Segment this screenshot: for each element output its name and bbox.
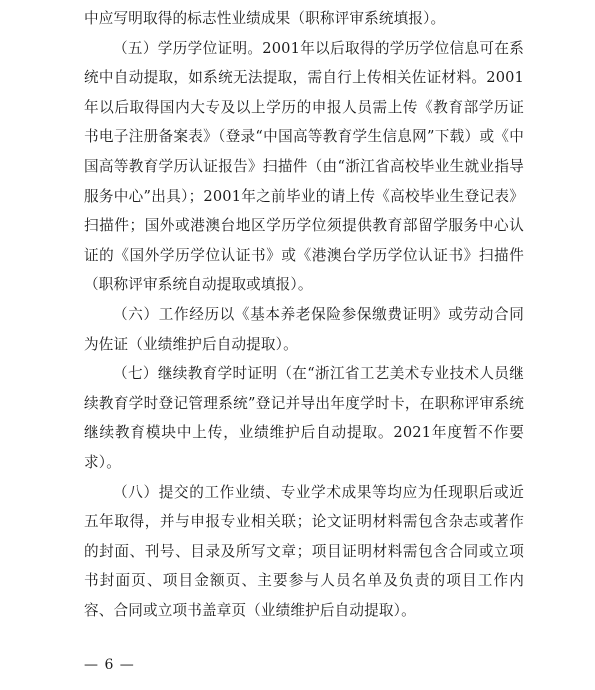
paragraph-continuing-education: （七）继续教育学时证明（在“浙江省工艺美术专业技术人员继续教育学时登记管理系统”登记并导出年度学时卡，在职称评审系统继续教育模块中上传，业绩维护后自动提取。2021年度暂不作要求）。 [84,365,524,471]
paragraph-education-certificate: （五）学历学位证明。2001年以后取得的学历学位信息可在系统中自动提取，如系统无法提取，需自行上传相关佐证材料。2001年以后取得国内大专及以上学历的申报人员需上传《教育部学历证书电子注册备案表》（登录“中国高等教育学生信息网”下载）或《中国高等教育学历认证报告》扫描件（由“浙江省高校毕业生就业指导服务中心”出具）；2001年之前毕业的请上传《高校毕业生登记表》扫描件；国外或港澳台地区学历学位须提供教育部留学服务中心认证的《国外学历学位认证书》或《港澳台学历学位认证书》扫描件（职称评审系统自动提取或填报）。 [84,39,524,294]
page-number: — 6 — [84,657,135,673]
paragraph-continuation: 中应写明取得的标志性业绩成果（职称评审系统填报）。 [84,10,446,27]
paragraph-work-experience: （六）工作经历以《基本养老保险参保缴费证明》或劳动合同为佐证（业绩维护后自动提取）。 [84,305,524,353]
paragraph-achievements: （八）提交的工作业绩、专业学术成果等均应为任现职后或近五年取得，并与申报专业相关联；论文证明材料需包含杂志或著作的封面、刊号、目录及所写文章；项目证明材料需包含合同或立项书封面页、项目金额页、主要参与人员名单及负责的项目工作内容、合同或立项书盖章页（业绩维护后自动提取）。 [84,483,524,619]
document-body [84,4,524,625]
